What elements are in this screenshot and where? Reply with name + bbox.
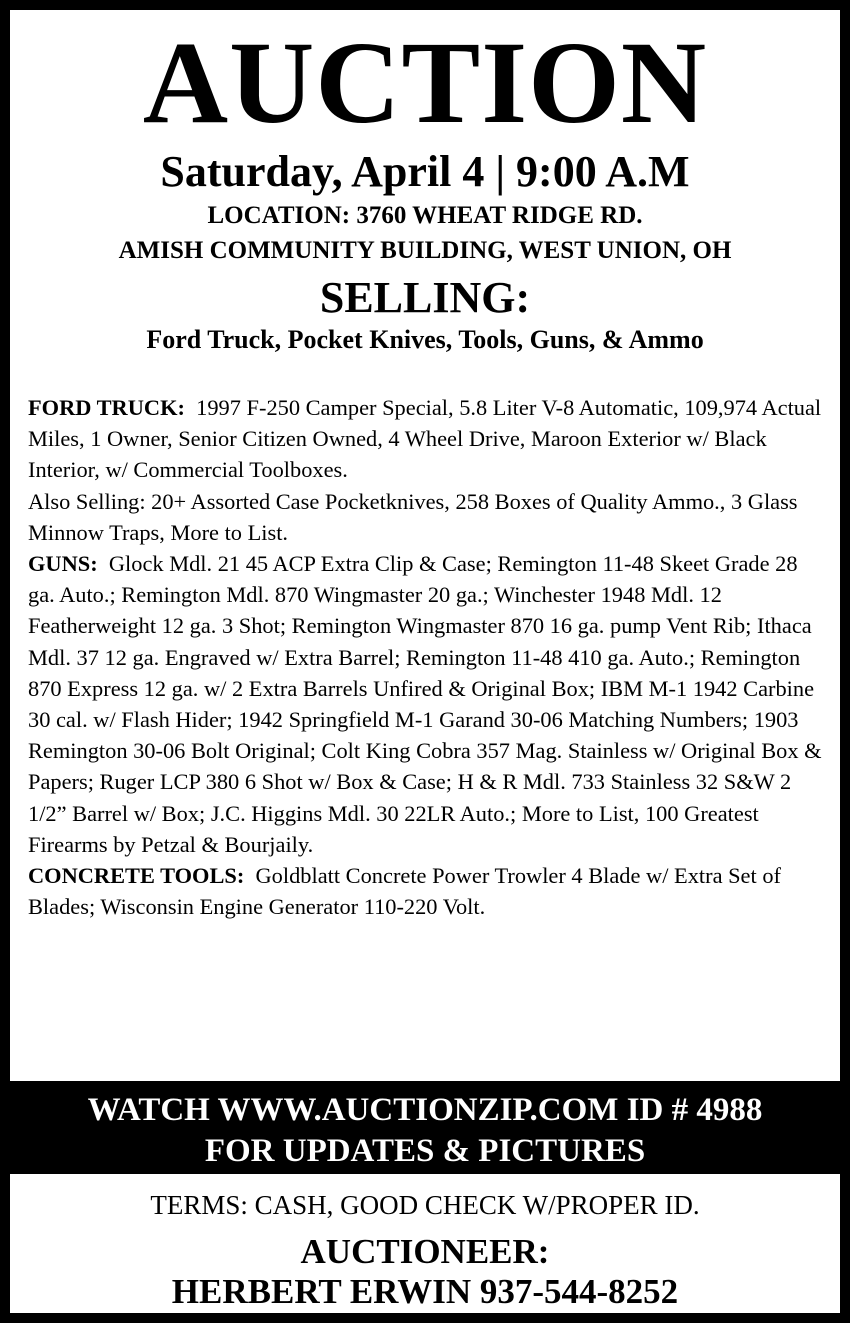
location-address: LOCATION: 3760 WHEAT RIDGE RD. (207, 202, 643, 230)
footer-panel (10, 1174, 840, 1313)
listing-label: CONCRETE TOOLS: (28, 863, 245, 889)
location-venue: AMISH COMMUNITY BUILDING, WEST UNION, OH (118, 237, 732, 265)
ad-title: AUCTION (142, 17, 708, 148)
auctioneer-contact: HERBERT ERWIN 937-544-8252 (171, 1271, 679, 1311)
watch-website: WATCH WWW.AUCTIONZIP.COM ID # 4988 (87, 1092, 763, 1128)
main-panel (10, 10, 840, 1081)
listing-text: Also Selling: 20+ Assorted Case Pocketknives, 258 Boxes of Quality Ammo., 3 Glass Minnow Traps, More to List. (28, 488, 798, 545)
listing-also-selling (28, 486, 828, 548)
listing-ford-truck (28, 392, 828, 486)
date-time: Saturday, April 4 | 9:00 A.M (160, 147, 690, 196)
listing-label: GUNS: (28, 551, 98, 577)
selling-heading: SELLING: (319, 273, 531, 323)
auctioneer-label: AUCTIONEER: (300, 1232, 550, 1271)
listing-concrete-tools (28, 860, 828, 922)
listing-text: Glock Mdl. 21 45 ACP Extra Clip & Case; Remington 11-48 Skeet Grade 28 ga. Auto.; Remington Mdl. 870 Wingmaster 20 ga.; Winchester 1948 Mdl. 12 Featherweight 12 ga. 3 Shot; Remington Wingmaster 870 16 ga. pump Vent Rib; Ithaca Mdl. 37 12 ga. Engraved w/ Extra Barrel; Remington 11-48 410 ga. Auto.; Remington 870 Express 12 ga. w/ 2 Extra Barrels Unfired & Original Box; IBM M-1 1942 Carbine 30 cal. w/ Flash Hider; 1942 Springfield M-1 Garand 30-06 Matching Numbers; 1903 Remington 30-06 Bolt Original; Colt King Cobra 357 Mag. Stainless w/ Original Box & Papers; Ruger LCP 380 6 Shot w/ Box & Case; H & R Mdl. 733 Stainless 32 S&W 2 1/2” Barrel w/ Box; J.C. Higgins Mdl. 30 22LR Auto.; More to List, 100 Greatest Firearms by Petzal & Bourjaily. (28, 551, 822, 857)
listing-label: FORD TRUCK: (28, 395, 185, 420)
selling-summary: Ford Truck, Pocket Knives, Tools, Guns, & Ammo (146, 324, 704, 354)
listing-body (28, 392, 828, 922)
listing-text: Goldblatt Concrete Power Trowler 4 Blade w/ Extra Set of Blades; Wisconsin Engine Generator 110-220 Volt. (28, 863, 781, 920)
watch-band (10, 1081, 840, 1174)
listing-text: 1997 F-250 Camper Special, 5.8 Liter V-8 Automatic, 109,974 Actual Miles, 1 Owner, Senior Citizen Owned, 4 Wheel Drive, Maroon Exterior w/ Black Interior, w/ Commercial Toolboxes. (28, 395, 822, 483)
payment-terms: TERMS: CASH, GOOD CHECK W/PROPER ID. (150, 1190, 700, 1220)
auction-ad (10, 10, 840, 1313)
watch-updates: FOR UPDATES & PICTURES (204, 1133, 646, 1169)
listing-guns (28, 548, 828, 860)
